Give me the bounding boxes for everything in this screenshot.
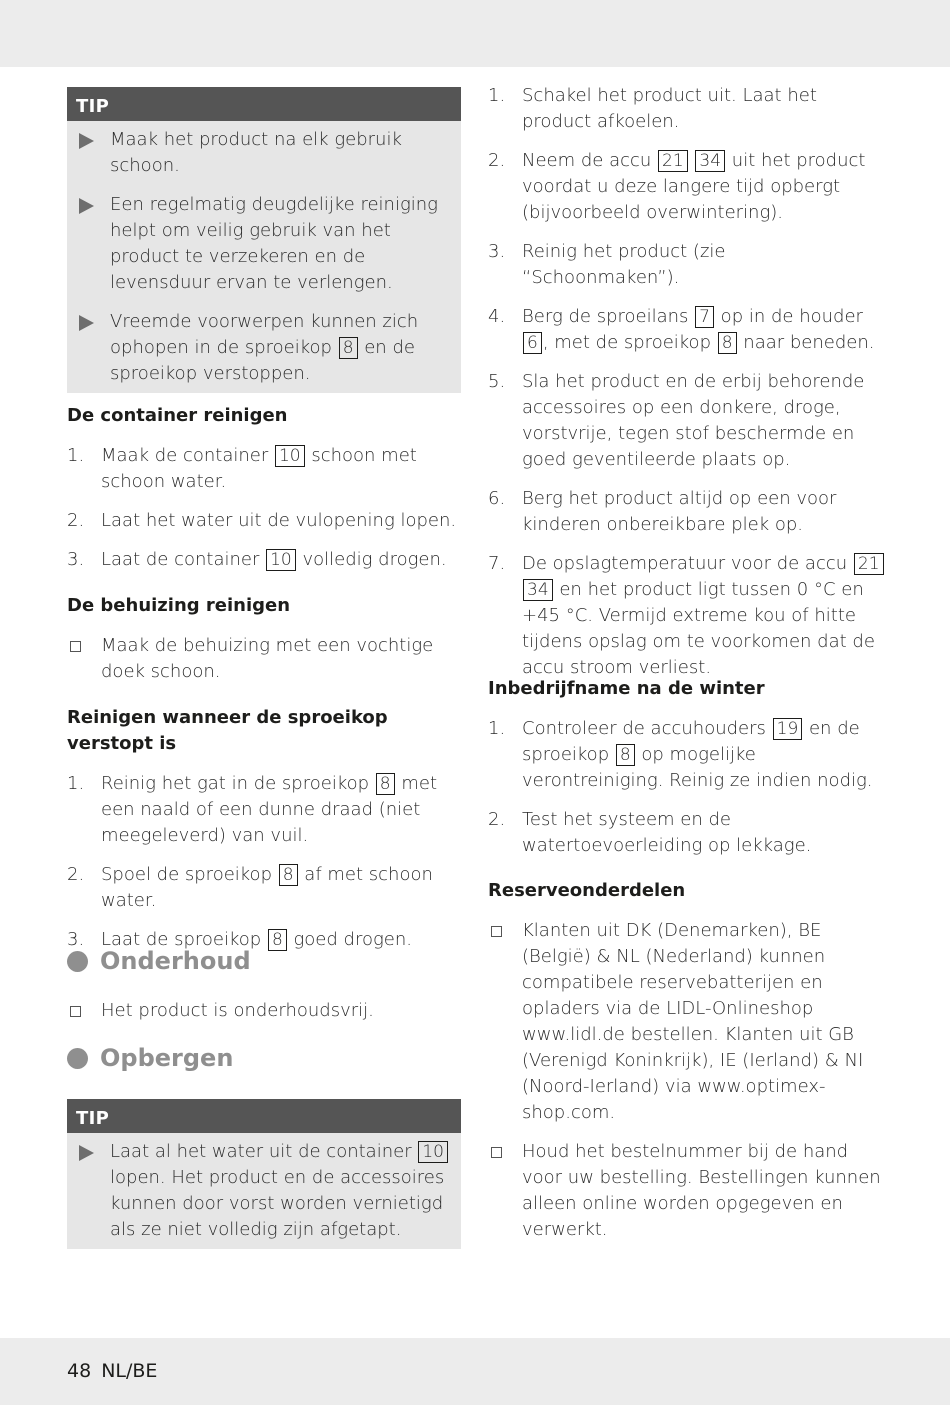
step-text: uit het product voordat u deze langere tijd opbergt (bijvoorbeeld overwintering).	[522, 150, 866, 223]
list-item	[488, 918, 888, 1126]
part-ref: 6	[523, 332, 542, 354]
step-item	[67, 862, 467, 914]
tip-list	[67, 1133, 461, 1249]
section-title: Opbergen	[100, 1044, 234, 1072]
subheading-parts: Reserveonderdelen	[488, 880, 686, 901]
step-number: 1.	[67, 445, 85, 466]
step-item	[67, 508, 461, 534]
tip-label: TIP	[67, 1099, 461, 1133]
step-item	[488, 83, 888, 135]
step-number: 1.	[488, 85, 506, 106]
subheading-container: De container reinigen	[67, 405, 288, 426]
part-ref: 19	[773, 718, 803, 740]
step-text	[689, 150, 695, 171]
list-item	[67, 633, 461, 685]
tip-box-cleaning	[67, 87, 461, 393]
step-number: 3.	[67, 929, 85, 950]
triangle-bullet-icon	[79, 1145, 94, 1161]
step-number: 1.	[67, 773, 85, 794]
step-item	[67, 771, 467, 849]
step-number: 7.	[488, 553, 506, 574]
parts-list	[488, 918, 888, 1243]
triangle-bullet-icon	[79, 198, 94, 214]
part-ref: 21	[658, 150, 688, 172]
step-item	[488, 304, 888, 356]
part-ref: 8	[718, 332, 737, 354]
square-bullet-icon	[491, 926, 502, 937]
section-title: Onderhoud	[100, 947, 251, 975]
part-ref: 34	[523, 579, 553, 601]
tip-text: Vreemde voorwerpen kunnen zich ophopen in de sproeikop	[110, 311, 419, 358]
square-bullet-icon	[491, 1147, 502, 1158]
step-text: goed drogen.	[287, 929, 412, 950]
step-text: schoon met schoon water.	[101, 445, 417, 492]
maintenance-list	[67, 998, 461, 1024]
subheading-winter: Inbedrijfname na de winter	[488, 678, 765, 699]
tip-item	[78, 309, 451, 387]
list-text: Houd het bestelnummer bij de hand voor uw bestelling. Bestellingen kunnen alleen online worden opgegeven en verwerkt.	[522, 1141, 881, 1240]
page-footer	[67, 1360, 157, 1382]
list-text: Klanten uit DK (Denemarken), BE (België) & NL (Nederland) kunnen compatibele reservebatterijen en opladers via de LIDL-Onlineshop www.lidl.de bestellen. Klanten uit GB (Verenigd Koninkrijk), IE (Ierland) & NI (Noord-Ierland) via www.optimex-shop.com.	[522, 920, 864, 1123]
step-item	[67, 547, 461, 573]
tip-text: Maak het product na elk gebruik schoon.	[110, 129, 402, 176]
tip-item	[78, 127, 451, 179]
subheading-nozzle: Reinigen wanneer de sproeikop verstopt is	[67, 707, 388, 754]
tip-list	[67, 121, 461, 393]
part-ref: 8	[616, 744, 635, 766]
step-text: en de sproeikop	[522, 718, 860, 765]
square-bullet-icon	[70, 641, 81, 652]
step-text: Berg de sproeilans	[522, 306, 695, 327]
step-text: De opslagtemperatuur voor de accu	[522, 553, 853, 574]
housing-list	[67, 633, 461, 685]
step-text: Test het systeem en de watertoevoerleiding op lekkage.	[522, 809, 812, 856]
step-number: 5.	[488, 371, 506, 392]
step-text: Neem de accu	[522, 150, 658, 171]
step-text: Spoel de sproeikop	[101, 864, 278, 885]
section-storage	[67, 1045, 233, 1071]
part-ref: 10	[266, 549, 296, 571]
section-dot-icon	[67, 1048, 88, 1069]
list-item	[67, 998, 461, 1024]
step-item	[488, 148, 888, 226]
step-item	[488, 239, 888, 291]
winter-steps	[488, 716, 888, 859]
part-ref: 10	[418, 1141, 448, 1163]
step-text: op mogelijke verontreiniging. Reinig ze indien nodig.	[522, 744, 873, 791]
tip-text: lopen. Het product en de accessoires kunnen door vorst worden vernietigd als ze niet volledig zijn afgetapt.	[110, 1167, 445, 1240]
locale-label: NL/BE	[101, 1360, 158, 1382]
tip-text: Laat al het water uit de container	[110, 1141, 418, 1162]
step-item	[488, 807, 888, 859]
step-text: Laat de container	[101, 549, 266, 570]
step-text: Controleer de accuhouders	[522, 718, 772, 739]
square-bullet-icon	[70, 1006, 81, 1017]
step-item	[488, 716, 888, 794]
part-ref: 8	[268, 929, 287, 951]
step-number: 4.	[488, 306, 506, 327]
step-text: met een naald of een dunne draad (niet meegeleverd) van vuil.	[101, 773, 437, 846]
step-item	[488, 369, 888, 473]
step-number: 1.	[488, 718, 506, 739]
part-ref: 8	[279, 864, 298, 886]
step-text: Reinig het product (zie “Schoonmaken”).	[522, 241, 726, 288]
step-text: Sla het product en de erbij behorende accessoires op een donkere, droge, vorstvrije, tegen stof beschermde en goed geventileerde plaats op.	[522, 371, 865, 470]
tip-label: TIP	[67, 87, 461, 121]
triangle-bullet-icon	[79, 133, 94, 149]
step-number: 2.	[488, 150, 506, 171]
triangle-bullet-icon	[79, 315, 94, 331]
step-item	[488, 486, 888, 538]
step-number: 3.	[488, 241, 506, 262]
step-text: Maak de container	[101, 445, 274, 466]
step-number: 2.	[67, 510, 85, 531]
list-text: Maak de behuizing met een vochtige doek schoon.	[101, 635, 434, 682]
tip-box-storage	[67, 1099, 461, 1249]
page-number: 48	[67, 1360, 92, 1382]
step-number: 6.	[488, 488, 506, 509]
step-number: 2.	[67, 864, 85, 885]
step-text: af met schoon water.	[101, 864, 433, 911]
step-text: Schakel het product uit. Laat het product afkoelen.	[522, 85, 817, 132]
step-number: 2.	[488, 809, 506, 830]
part-ref: 8	[376, 773, 395, 795]
nozzle-steps	[67, 771, 467, 953]
part-ref: 21	[854, 553, 884, 575]
header-band	[0, 0, 950, 67]
storage-steps	[488, 83, 888, 681]
step-text: Reinig het gat in de sproeikop	[101, 773, 375, 794]
step-number: 3.	[67, 549, 85, 570]
part-ref: 7	[695, 306, 714, 328]
list-text: Het product is onderhoudsvrij.	[101, 1000, 374, 1021]
list-item	[488, 1139, 888, 1243]
step-text: op in de houder	[714, 306, 863, 327]
section-dot-icon	[67, 951, 88, 972]
step-text: Laat de sproeikop	[101, 929, 267, 950]
part-ref: 10	[275, 445, 305, 467]
subheading-housing: De behuizing reinigen	[67, 595, 291, 616]
step-text: en het product ligt tussen 0 °C en +45 °C. Vermijd extreme kou of hitte tijdens opslag om te voorkomen dat de accu stroom verliest.	[522, 579, 875, 678]
tip-text: Een regelmatig deugdelijke reiniging helpt om veilig gebruik van het product te verzekeren en de levensduur ervan te verlengen.	[110, 194, 438, 293]
step-text: naar beneden.	[737, 332, 875, 353]
step-item	[488, 551, 888, 681]
step-item	[67, 443, 461, 495]
section-maintenance	[67, 948, 251, 974]
step-text: volledig drogen.	[296, 549, 447, 570]
step-text: , met de sproeikop	[542, 332, 717, 353]
part-ref: 8	[339, 337, 358, 359]
tip-item	[78, 192, 451, 296]
tip-text: en de sproeikop verstoppen.	[110, 337, 415, 384]
tip-item	[78, 1139, 451, 1243]
container-steps	[67, 443, 461, 573]
part-ref: 34	[695, 150, 725, 172]
step-text: Berg het product altijd op een voor kinderen onbereikbare plek op.	[522, 488, 837, 535]
step-text: Laat het water uit de vulopening lopen.	[101, 510, 457, 531]
